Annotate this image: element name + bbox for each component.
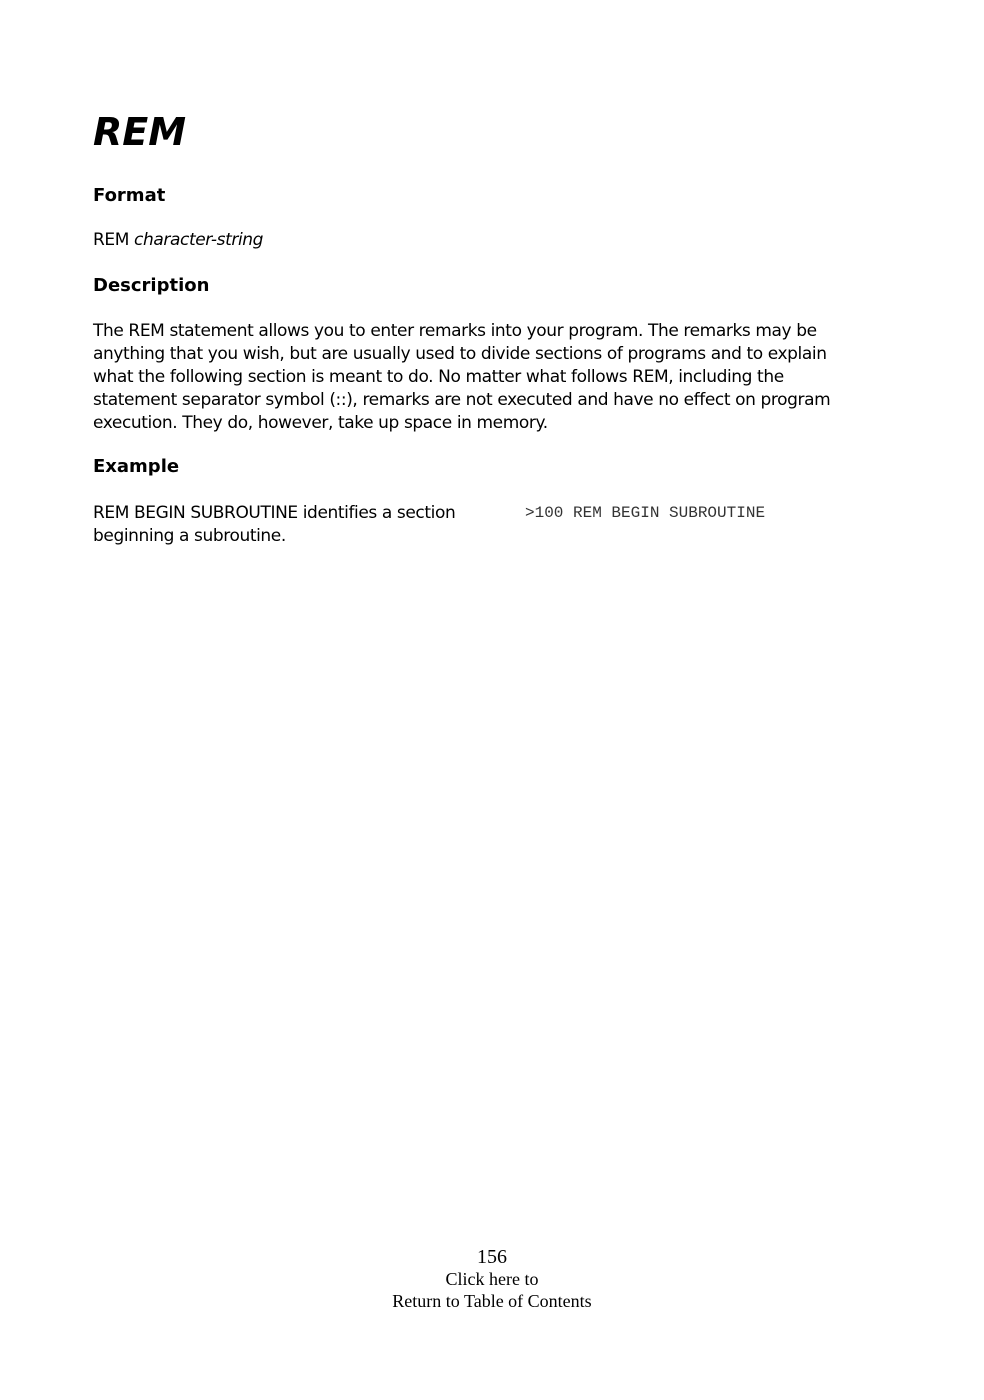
example-heading: Example: [93, 456, 180, 477]
page-number: 156: [477, 1246, 507, 1268]
example-line: REM BEGIN SUBROUTINE identifies a section: [93, 503, 456, 523]
format-syntax: [93, 229, 263, 252]
format-keyword: REM: [93, 230, 130, 250]
example-line: beginning a subroutine.: [93, 526, 286, 546]
description-heading: Description: [93, 275, 210, 296]
description-line: what the following section is meant to do. No matter what follows REM, including the: [93, 367, 784, 387]
description-line: The REM statement allows you to enter remarks into your program. The remarks may be: [93, 321, 817, 341]
description-line: execution. They do, however, take up space in memory.: [93, 413, 548, 433]
description-line: anything that you wish, but are usually used to divide sections of programs and to explain: [93, 344, 827, 364]
toc-link-line-1[interactable]: Click here to: [445, 1269, 539, 1289]
format-heading: Format: [93, 185, 166, 206]
toc-link-line-2[interactable]: Return to Table of Contents: [392, 1291, 592, 1311]
description-body: [93, 320, 863, 435]
example-explanation: [93, 502, 493, 548]
description-line: statement separator symbol (::), remarks are not executed and have no effect on program: [93, 390, 831, 410]
format-argument: character-string: [134, 230, 264, 250]
example-code: >100 REM BEGIN SUBROUTINE: [525, 504, 766, 522]
page-title: REM: [93, 110, 187, 154]
